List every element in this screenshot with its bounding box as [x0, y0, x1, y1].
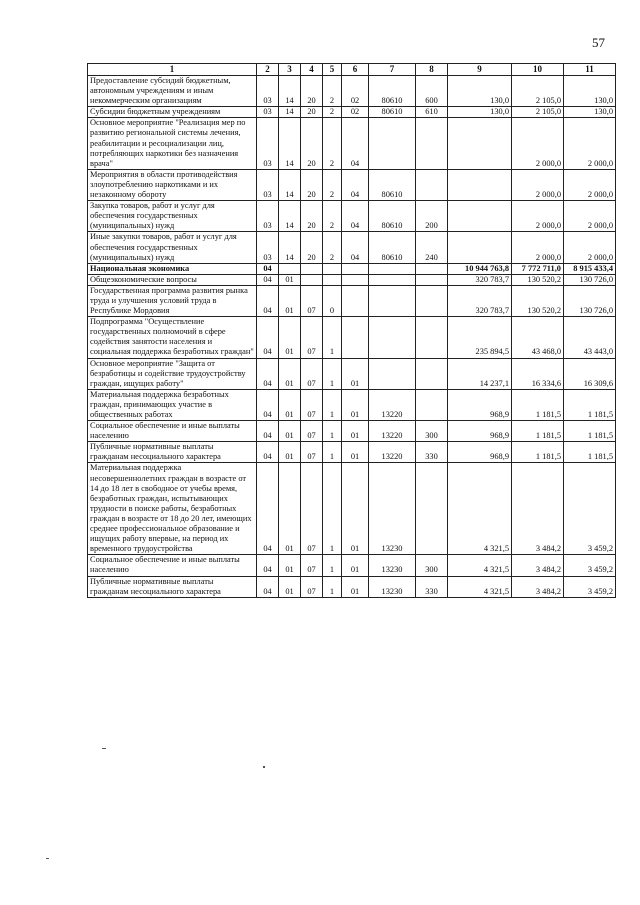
cell-c2: 03: [257, 118, 279, 169]
table-row: [88, 118, 616, 169]
cell-c7: 13220: [369, 442, 416, 463]
row-name-cell: Публичные нормативные выплаты гражданам несоциального характера: [88, 576, 257, 597]
column-header: 10: [512, 64, 564, 76]
cell-c3: 14: [279, 76, 301, 107]
table-row: [88, 274, 616, 285]
cell-c4: 07: [301, 442, 323, 463]
table-row: [88, 421, 616, 442]
cell-v9: 10 944 763,8: [448, 263, 512, 274]
cell-c2: 03: [257, 107, 279, 118]
cell-c6: 04: [342, 169, 369, 200]
cell-c5: 2: [323, 169, 342, 200]
cell-c4: 07: [301, 358, 323, 389]
cell-v10: 16 334,6: [512, 358, 564, 389]
cell-c8: [416, 317, 448, 358]
cell-v10: 3 484,2: [512, 463, 564, 555]
cell-c6: 02: [342, 107, 369, 118]
cell-c8: 330: [416, 442, 448, 463]
cell-c5: 2: [323, 232, 342, 263]
cell-v9: [448, 169, 512, 200]
cell-v11: 1 181,5: [564, 442, 616, 463]
cell-c7: [369, 317, 416, 358]
cell-c5: 2: [323, 107, 342, 118]
page-number: 57: [592, 35, 605, 50]
row-name-cell: Государственная программа развития рынка труда и улучшения условий труда в Республике Мордовия: [88, 285, 257, 316]
table-row: [88, 232, 616, 263]
cell-c7: 13220: [369, 389, 416, 420]
cell-c3: 01: [279, 285, 301, 316]
cell-c6: 01: [342, 576, 369, 597]
cell-v10: 1 181,5: [512, 421, 564, 442]
cell-c3: 01: [279, 358, 301, 389]
cell-c3: 01: [279, 442, 301, 463]
column-header: 11: [564, 64, 616, 76]
cell-v9: [448, 232, 512, 263]
cell-v9: 968,9: [448, 389, 512, 420]
cell-c7: [369, 274, 416, 285]
cell-c6: [342, 274, 369, 285]
cell-c2: 03: [257, 76, 279, 107]
cell-v9: 235 894,5: [448, 317, 512, 358]
cell-c4: 20: [301, 107, 323, 118]
cell-c7: 13220: [369, 421, 416, 442]
cell-v9: 14 237,1: [448, 358, 512, 389]
cell-v10: 2 105,0: [512, 76, 564, 107]
cell-c2: 04: [257, 263, 279, 274]
cell-c5: 2: [323, 201, 342, 232]
cell-c4: 07: [301, 285, 323, 316]
cell-c6: 01: [342, 463, 369, 555]
cell-c7: [369, 263, 416, 274]
table-row: [88, 263, 616, 274]
row-name-cell: Предоставление субсидий бюджетным, автономным учреждениям и иным некоммерческим организациям: [88, 76, 257, 107]
cell-c2: 03: [257, 169, 279, 200]
scan-mark: [263, 766, 265, 768]
cell-c5: 2: [323, 76, 342, 107]
cell-v10: 3 484,2: [512, 555, 564, 576]
cell-v11: 2 000,0: [564, 169, 616, 200]
row-name-cell: Основное мероприятие "Защита от безработицы и содействие трудоустройству граждан, ищущих работу": [88, 358, 257, 389]
table-row: [88, 576, 616, 597]
column-header: 9: [448, 64, 512, 76]
cell-c6: [342, 263, 369, 274]
cell-c4: 20: [301, 118, 323, 169]
cell-c8: 240: [416, 232, 448, 263]
cell-v11: 3 459,2: [564, 463, 616, 555]
cell-c3: 01: [279, 389, 301, 420]
cell-c8: 610: [416, 107, 448, 118]
row-name-cell: Социальное обеспечение и иные выплаты населению: [88, 555, 257, 576]
column-header: 4: [301, 64, 323, 76]
cell-c2: 04: [257, 421, 279, 442]
row-name-cell: Подпрограмма "Осуществление государственных полномочий в сфере содействия занятости населения и социальная поддержка безработных граждан": [88, 317, 257, 358]
cell-v10: 43 468,0: [512, 317, 564, 358]
cell-c6: [342, 285, 369, 316]
cell-c6: 04: [342, 232, 369, 263]
row-name-cell: Мероприятия в области противодействия злоупотреблению наркотиками и их незаконному обороту: [88, 169, 257, 200]
cell-c7: 13230: [369, 463, 416, 555]
cell-c7: 13230: [369, 555, 416, 576]
cell-c8: [416, 358, 448, 389]
cell-v11: 2 000,0: [564, 232, 616, 263]
cell-c4: 07: [301, 576, 323, 597]
cell-c5: 1: [323, 358, 342, 389]
cell-v10: 130 520,2: [512, 274, 564, 285]
cell-v9: 320 783,7: [448, 285, 512, 316]
cell-v9: 968,9: [448, 421, 512, 442]
cell-v10: 1 181,5: [512, 389, 564, 420]
cell-c6: 01: [342, 555, 369, 576]
cell-c6: 02: [342, 76, 369, 107]
cell-c6: 01: [342, 358, 369, 389]
cell-v11: 3 459,2: [564, 555, 616, 576]
cell-v11: 130,0: [564, 107, 616, 118]
cell-c5: [323, 263, 342, 274]
cell-c5: 2: [323, 118, 342, 169]
cell-c4: 07: [301, 463, 323, 555]
cell-c4: 20: [301, 232, 323, 263]
cell-c6: 01: [342, 442, 369, 463]
cell-c6: 01: [342, 421, 369, 442]
cell-c8: [416, 274, 448, 285]
column-header: 6: [342, 64, 369, 76]
column-header: 8: [416, 64, 448, 76]
cell-v10: 2 000,0: [512, 169, 564, 200]
cell-v10: 7 772 711,0: [512, 263, 564, 274]
cell-v9: 130,0: [448, 107, 512, 118]
cell-c5: 1: [323, 555, 342, 576]
cell-c8: [416, 389, 448, 420]
cell-c7: 80610: [369, 232, 416, 263]
cell-c3: 14: [279, 118, 301, 169]
cell-c7: 80610: [369, 169, 416, 200]
cell-c5: 1: [323, 442, 342, 463]
cell-v9: [448, 118, 512, 169]
cell-v10: 2 000,0: [512, 201, 564, 232]
cell-c5: [323, 274, 342, 285]
cell-c8: 200: [416, 201, 448, 232]
cell-v11: 2 000,0: [564, 201, 616, 232]
cell-c3: 14: [279, 201, 301, 232]
row-name-cell: Материальная поддержка несовершеннолетних граждан в возрасте от 14 до 18 лет в свободное от учебы время, безработных граждан, испытывающих трудности в поиске работы, безработных граждан в возрасте от 18 до 20 лет, имеющих среднее профессиональное образование и ищущих работу впервые, на период их временного трудоустройства: [88, 463, 257, 555]
cell-c7: 80610: [369, 76, 416, 107]
cell-c3: 01: [279, 576, 301, 597]
row-name-cell: Общеэкономические вопросы: [88, 274, 257, 285]
column-header: 3: [279, 64, 301, 76]
cell-v10: 3 484,2: [512, 576, 564, 597]
cell-c3: 01: [279, 274, 301, 285]
table-row: [88, 76, 616, 107]
row-name-cell: Национальная экономика: [88, 263, 257, 274]
cell-c5: 1: [323, 421, 342, 442]
cell-v9: 320 783,7: [448, 274, 512, 285]
cell-c2: 04: [257, 358, 279, 389]
row-name-cell: Закупка товаров, работ и услуг для обеспечения государственных (муниципальных) нужд: [88, 201, 257, 232]
cell-v10: 2 105,0: [512, 107, 564, 118]
cell-c4: 07: [301, 555, 323, 576]
cell-c7: [369, 358, 416, 389]
scan-mark: [102, 748, 106, 749]
scan-mark: [46, 858, 49, 859]
cell-c3: 14: [279, 107, 301, 118]
cell-c3: 01: [279, 463, 301, 555]
table-row: [88, 463, 616, 555]
table-row: [88, 358, 616, 389]
cell-c4: [301, 263, 323, 274]
budget-table: [87, 63, 616, 598]
cell-c5: 1: [323, 389, 342, 420]
cell-c7: [369, 118, 416, 169]
cell-v11: 43 443,0: [564, 317, 616, 358]
cell-c7: [369, 285, 416, 316]
cell-v11: 130,0: [564, 76, 616, 107]
column-header: 1: [88, 64, 257, 76]
table-row: [88, 442, 616, 463]
cell-c5: 0: [323, 285, 342, 316]
cell-c8: [416, 169, 448, 200]
cell-v9: 130,0: [448, 76, 512, 107]
table-row: [88, 555, 616, 576]
cell-c3: 01: [279, 555, 301, 576]
cell-c3: 14: [279, 169, 301, 200]
cell-c5: 1: [323, 463, 342, 555]
cell-c2: 03: [257, 232, 279, 263]
cell-v9: 4 321,5: [448, 463, 512, 555]
cell-c4: 20: [301, 76, 323, 107]
table-row: [88, 317, 616, 358]
cell-c6: 04: [342, 118, 369, 169]
cell-c2: 04: [257, 576, 279, 597]
cell-c8: 330: [416, 576, 448, 597]
cell-c7: 80610: [369, 201, 416, 232]
cell-c2: 04: [257, 463, 279, 555]
row-name-cell: Социальное обеспечение и иные выплаты населению: [88, 421, 257, 442]
cell-c5: 1: [323, 317, 342, 358]
cell-c8: 300: [416, 555, 448, 576]
table-row: [88, 107, 616, 118]
cell-v10: 130 520,2: [512, 285, 564, 316]
row-name-cell: Основное мероприятие "Реализация мер по развитию региональной системы лечения, реабилитации и ресоциализации лиц, потребляющих наркотики без назначения врача": [88, 118, 257, 169]
cell-v9: 4 321,5: [448, 555, 512, 576]
cell-c4: 07: [301, 317, 323, 358]
cell-v10: 2 000,0: [512, 118, 564, 169]
cell-c6: [342, 317, 369, 358]
cell-c2: 04: [257, 285, 279, 316]
cell-v11: 2 000,0: [564, 118, 616, 169]
cell-c2: 04: [257, 555, 279, 576]
cell-c6: 04: [342, 201, 369, 232]
cell-c3: [279, 263, 301, 274]
table-row: [88, 201, 616, 232]
cell-v11: 8 915 433,4: [564, 263, 616, 274]
cell-c2: 04: [257, 442, 279, 463]
cell-v10: 2 000,0: [512, 232, 564, 263]
cell-v11: 130 726,0: [564, 274, 616, 285]
cell-c8: 300: [416, 421, 448, 442]
cell-c2: 03: [257, 201, 279, 232]
table-row: [88, 169, 616, 200]
cell-c3: 01: [279, 421, 301, 442]
cell-c4: [301, 274, 323, 285]
column-header: 5: [323, 64, 342, 76]
cell-v11: 130 726,0: [564, 285, 616, 316]
row-name-cell: Субсидии бюджетным учреждениям: [88, 107, 257, 118]
row-name-cell: Материальная поддержка безработных граждан, принимающих участие в общественных работах: [88, 389, 257, 420]
cell-c2: 04: [257, 389, 279, 420]
cell-v11: 1 181,5: [564, 389, 616, 420]
cell-v10: 1 181,5: [512, 442, 564, 463]
cell-c3: 14: [279, 232, 301, 263]
cell-c8: [416, 463, 448, 555]
table-row: [88, 285, 616, 316]
cell-c4: 20: [301, 201, 323, 232]
cell-c8: 600: [416, 76, 448, 107]
cell-c3: 01: [279, 317, 301, 358]
cell-c4: 07: [301, 389, 323, 420]
cell-c4: 07: [301, 421, 323, 442]
cell-c4: 20: [301, 169, 323, 200]
table-row: [88, 389, 616, 420]
cell-v9: 4 321,5: [448, 576, 512, 597]
cell-c2: 04: [257, 274, 279, 285]
cell-c6: 01: [342, 389, 369, 420]
cell-c8: [416, 263, 448, 274]
cell-c2: 04: [257, 317, 279, 358]
cell-c8: [416, 118, 448, 169]
cell-v11: 1 181,5: [564, 421, 616, 442]
table-header-row: [88, 64, 616, 76]
cell-v9: [448, 201, 512, 232]
row-name-cell: Иные закупки товаров, работ и услуг для обеспечения государственных (муниципальных) нужд: [88, 232, 257, 263]
cell-v9: 968,9: [448, 442, 512, 463]
cell-c8: [416, 285, 448, 316]
cell-v11: 3 459,2: [564, 576, 616, 597]
cell-c7: 13230: [369, 576, 416, 597]
cell-c7: 80610: [369, 107, 416, 118]
cell-c5: 1: [323, 576, 342, 597]
column-header: 7: [369, 64, 416, 76]
cell-v11: 16 309,6: [564, 358, 616, 389]
column-header: 2: [257, 64, 279, 76]
row-name-cell: Публичные нормативные выплаты гражданам несоциального характера: [88, 442, 257, 463]
